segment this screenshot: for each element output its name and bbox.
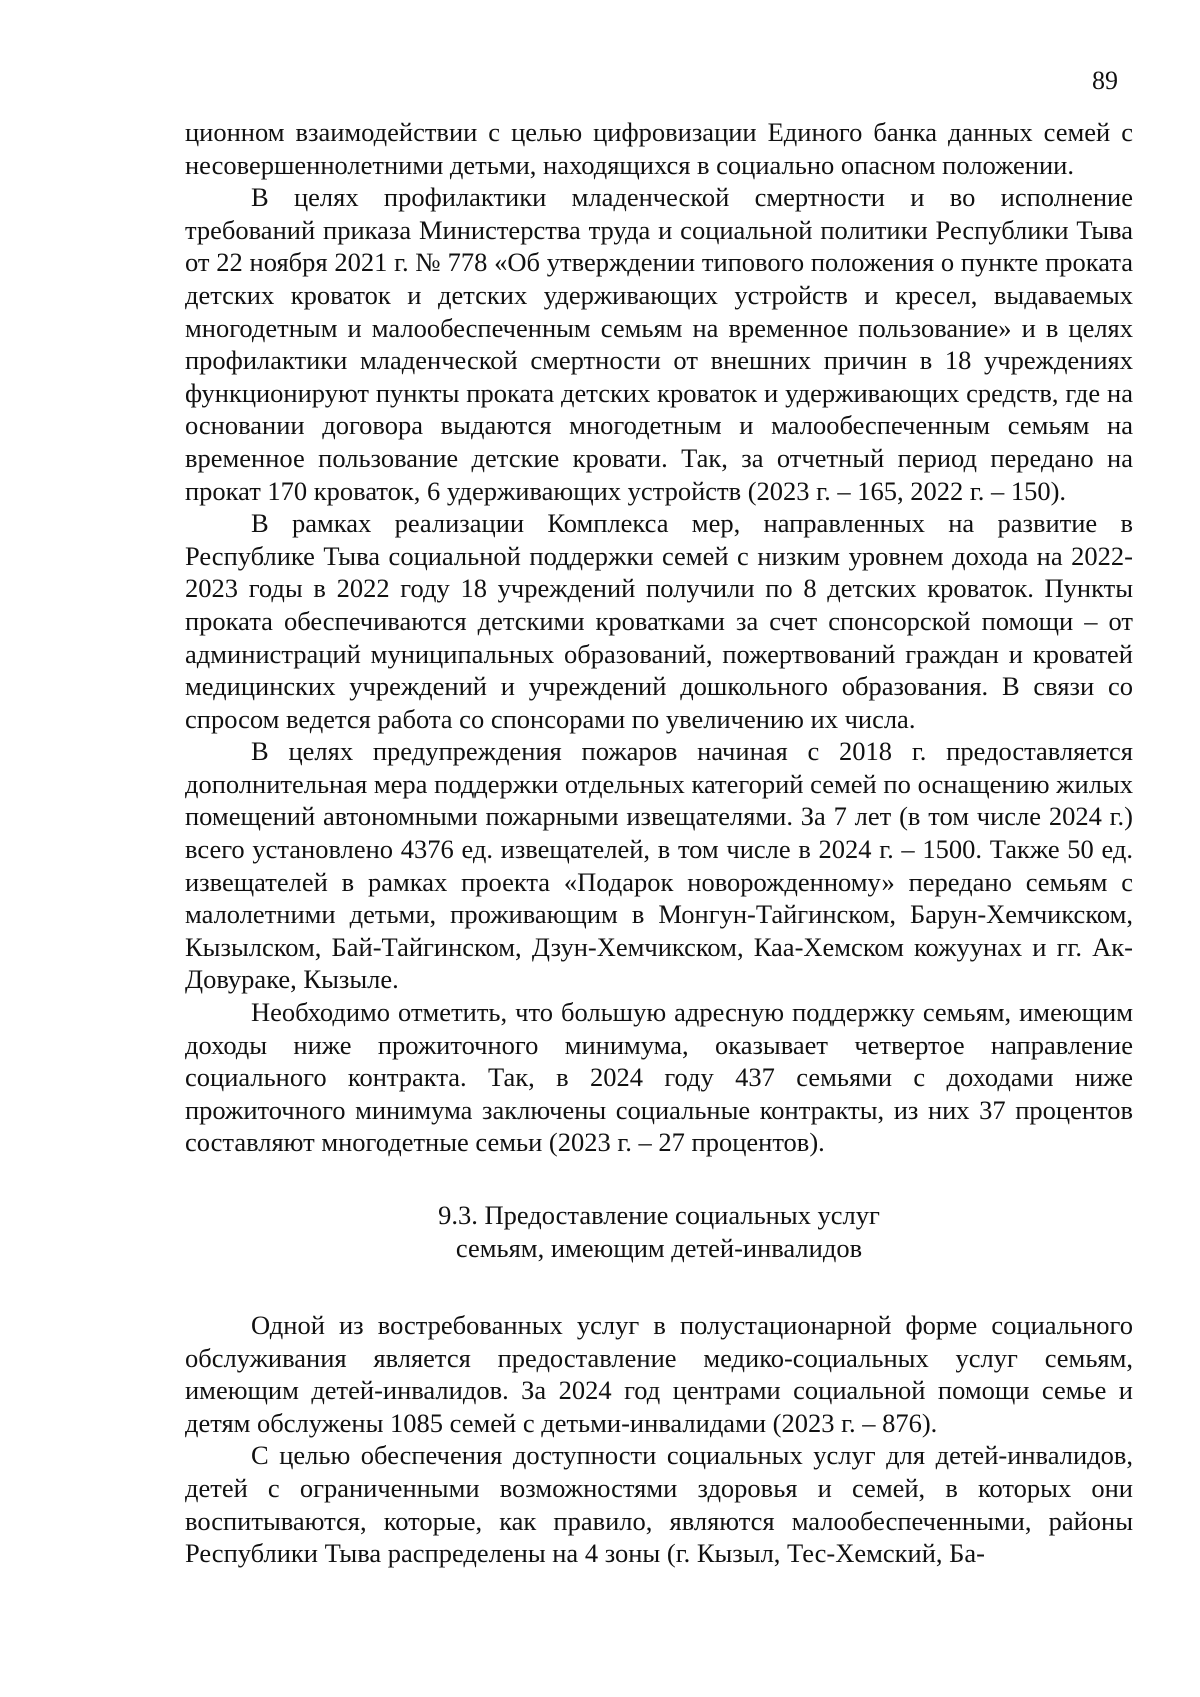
section-heading-line-1: 9.3. Предоставление социальных услуг — [438, 1200, 880, 1230]
paragraph-continuation: ционном взаимодействии с целью цифровизации Единого банка данных семей с несовершеннолетними детьми, находящихся в социально опасном положении. — [185, 117, 1133, 180]
paragraph-social-contract: Необходимо отметить, что большую адресную поддержку семьям, имеющим доходы ниже прожиточного минимума, оказывает четвертое направление социального контракта. Так, в 2024 году 437 семьями с доходами ниже прожиточного минимума заключены социальные контракты, из них 37 процентов составляют многодетные семьи (2023 г. – 27 процентов). — [185, 997, 1133, 1158]
page-number: 89 — [1092, 66, 1118, 95]
document-body — [185, 116, 1133, 1570]
paragraph-service-zones: С целью обеспечения доступности социальных услуг для детей-инвалидов, детей с ограниченными возможностями здоровья и семей, в которых они воспитываются, которые, как правило, являются малообеспеченными, районы Республики Тыва распределены на 4 зоны (г. Кызыл, Тес-Хемский, Ба- — [185, 1440, 1133, 1569]
paragraph-complex-of-measures: В рамках реализации Комплекса мер, направленных на развитие в Республике Тыва социальной поддержки семей с низким уровнем дохода на 2022-2023 годы в 2022 году 18 учреждений получили по 8 детских кроваток. Пункты проката обеспечиваются детскими кроватками за счет спонсорской помощи – от администраций муниципальных образований, пожертвований граждан и кроватей медицинских учреждений и учреждений дошкольного образования. В связи со спросом ведется работа со спонсорами по увеличению их числа. — [185, 508, 1133, 734]
paragraph-crib-rental: В целях профилактики младенческой смертности и во исполнение требований приказа Министерства труда и социальной политики Республики Тыва от 22 ноября 2021 г. № 778 «Об утверждении типового положения о пункте проката детских кроваток и детских удерживающих устройств и кресел, выдаваемых многодетным и малообеспеченным семьям на временное пользование» и в целях профилактики младенческой смертности от внешних причин в 18 учреждениях функционируют пункты проката детских кроваток и удерживающих средств, где на основании договора выдаются многодетным и малообеспеченным семьям на временное пользование детские кровати. Так, за отчетный период передано на прокат 170 кроваток, 6 удерживающих устройств (2023 г. – 165, 2022 г. – 150). — [185, 182, 1133, 506]
paragraph-fire-detectors: В целях предупреждения пожаров начиная с 2018 г. предоставляется дополнительная мера поддержки отдельных категорий семей по оснащению жилых помещений автономными пожарными извещателями. За 7 лет (в том числе 2024 г.) всего установлено 4376 ед. извещателей, в том числе в 2024 г. – 1500. Также 50 ед. извещателей в рамках проекта «Подарок новорожденному» передано семьям с малолетними детьми, проживающим в Монгун-Тайгинском, Барун-Хемчикском, Кызылском, Бай-Тайгинском, Дзун-Хемчикском, Каа-Хемском кожуунах и гг. Ак-Довураке, Кызыле. — [185, 736, 1133, 995]
section-heading-line-2: семьям, имеющим детей-инвалидов — [455, 1233, 863, 1263]
section-heading — [185, 1199, 1133, 1265]
paragraph-medical-social-services: Одной из востребованных услуг в полустационарной форме социального обслуживания является предоставление медико-социальных услуг семьям, имеющим детей-инвалидов. За 2024 год центрами социальной помощи семье и детям обслужены 1085 семей с детьми-инвалидами (2023 г. – 876). — [185, 1310, 1133, 1438]
